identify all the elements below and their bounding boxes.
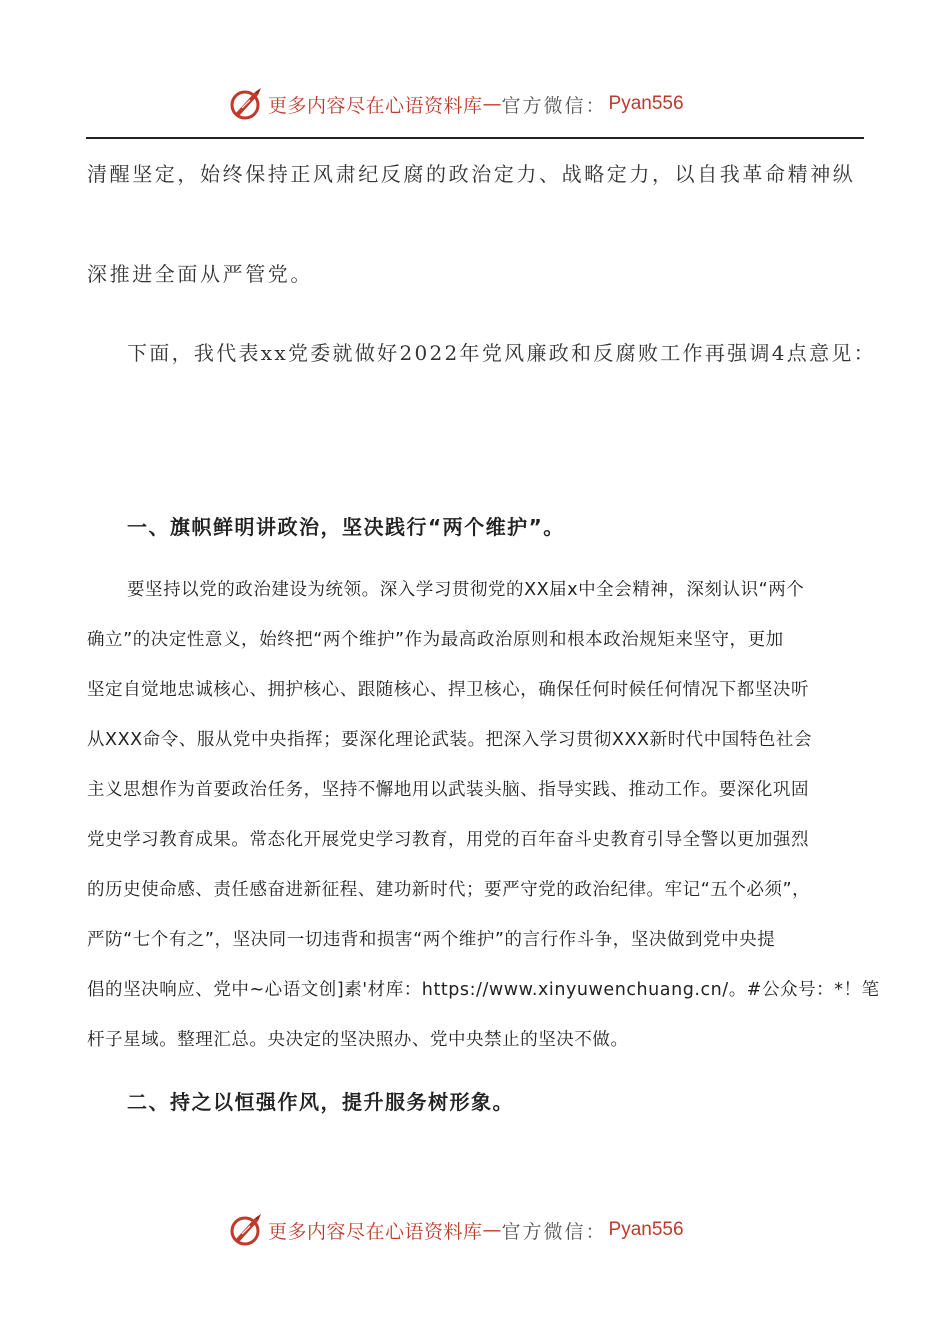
banner-dash: — [482,93,502,115]
quill-logo-icon [228,86,264,122]
banner-wechat-id: Pyan556 [608,1219,684,1240]
footer-banner [228,1210,748,1250]
banner-wechat-label: 官方微信： [501,1220,607,1243]
banner-wechat-id: Pyan556 [608,93,684,114]
section-1-line: 坚定自觉地忠诚核心、拥护核心、跟随核心、捍卫核心，确保任何时候任何情况下都坚决听 [87,680,809,700]
section-1-line: 党史学习教育成果。常态化开展党史学习教育，用党的百年奋斗史教育引导全警以更加强烈 [87,830,809,850]
intro-paragraph: 下面，我代表xx党委就做好2022年党风廉政和反腐败工作再强调4点意见： [127,341,876,365]
continuation-line-2: 深推进全面从严管党。 [87,262,313,286]
section-1-line: 的历史使命感、责任感奋进新征程、建功新时代；要严守党的政治纪律。牢记“五个必须”， [87,880,811,900]
section-2-heading: 二、持之以恒强作风，提升服务树形象。 [127,1090,514,1114]
section-1-line: 主义思想作为首要政治任务，坚持不懈地用以武装头脑、指导实践、推动工作。要深化巩固 [87,780,809,800]
banner-site-name: 更多内容尽在心语资料库 [268,1220,483,1243]
banner-wechat-label: 官方微信： [501,94,607,117]
header-divider [86,137,864,139]
header-banner [228,84,748,124]
banner-dash: — [482,1219,502,1241]
quill-logo-icon [228,1212,264,1248]
section-1-line: 从XXX命令、服从党中央指挥；要深化理论武装。把深入学习贯彻XXX新时代中国特色社会 [87,730,813,750]
section-1-heading: 一、旗帜鲜明讲政治，坚决践行“两个维护”。 [127,515,565,539]
section-1-line: 确立”的决定性意义，始终把“两个维护”作为最高政治原则和根本政治规矩来坚守，更加 [87,630,784,650]
continuation-line-1: 清醒坚定，始终保持正风肃纪反腐的政治定力、战略定力，以自我革命精神纵 [87,162,856,186]
section-1-line: 严防“七个有之”，坚决同一切违背和损害“两个维护”的言行作斗争，坚决做到党中央提 [87,930,776,950]
section-1-line: 倡的坚决响应、党中~心语文创]素'材库：https://www.xinyuwenchuang.cn/。#公众号：*！笔 [87,980,880,1000]
section-1-line: 杆子星域。整理汇总。央决定的坚决照办、党中央禁止的坚决不做。 [87,1030,629,1050]
banner-site-name: 更多内容尽在心语资料库 [268,94,483,117]
section-1-line: 要坚持以党的政治建设为统领。深入学习贯彻党的XX届x中全会精神，深刻认识“两个 [127,580,805,600]
